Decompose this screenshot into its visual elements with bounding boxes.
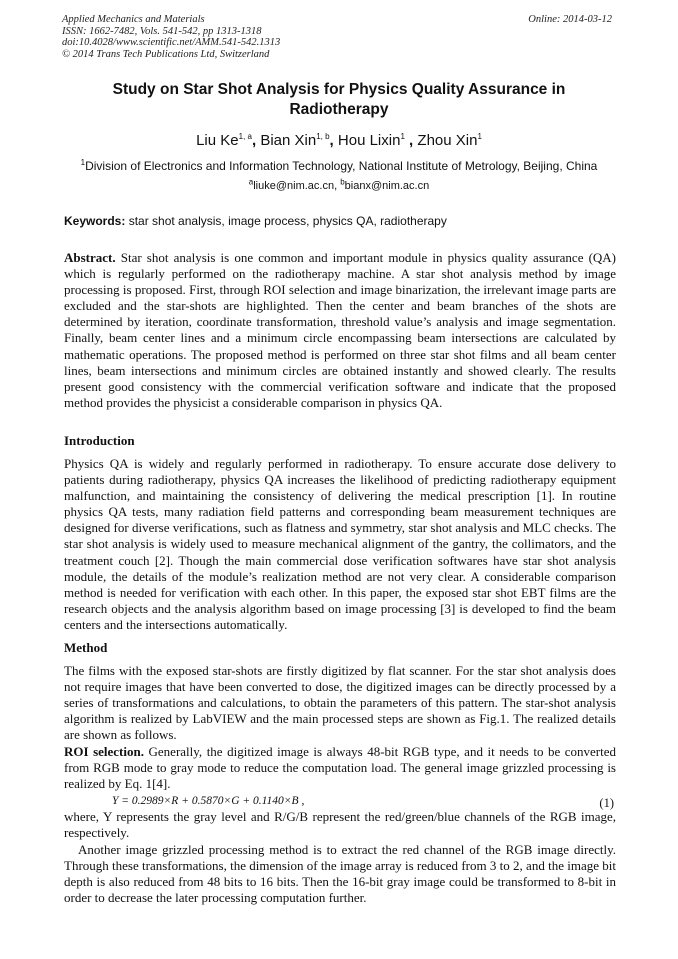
- author-sup: 1, b: [316, 132, 330, 141]
- journal-header: [62, 14, 280, 60]
- author-name: Bian Xin: [260, 132, 317, 149]
- keywords-label: Keywords:: [64, 214, 126, 228]
- abstract-label: Abstract.: [64, 250, 116, 265]
- journal-name: Applied Mechanics and Materials: [62, 14, 205, 25]
- roi-label: ROI selection.: [64, 744, 144, 759]
- method-heading: Method: [64, 640, 108, 655]
- affiliation-sup: 1: [80, 158, 86, 167]
- roi-text: Generally, the digitized image is always 48-bit RGB type, and it needs to be converted from RGB mode to gray mode to reduce the computation load. The general image grizzled processing is realized by Eq. 1[4].: [64, 744, 617, 792]
- keywords-text: star shot analysis, image process, physics QA, radiotherapy: [128, 214, 447, 228]
- online-date: Online: 2014-03-12: [528, 14, 612, 25]
- keywords: [64, 214, 616, 228]
- email-a-sup: a: [248, 177, 254, 187]
- emails: $^a$liuke@nim.ac.cn, $^b$bianx@nim.ac.cn: [248, 177, 430, 192]
- introduction-text: Physics QA is widely and regularly performed in radiotherapy. To ensure accurate dose delivery to patients during radiotherapy, physics QA increases the likelihood of predicting radiotherapy equipment malfunction, and maintaining the consistency of delivering the medical prescription [1]. In routine physics QA tests, many radiation field patterns and corresponding beam measurement techniques are designed for diverse verifications, such as flatness and symmetry, star shot analysis and MLC checks. The star shot analysis is widely used to measure mechanical alignment of the gantry, the collimators, and the treatment couch [2]. Though the main commercial dose verification softwares have star shot analysis module, the details of the module’s realization method are not very clear. A considerable comparison method is needed for verification with each other. In this paper, the exposed star shot EBT films are the research objects and the analysis algorithm based on image processing [3] is developed to find the beam centers and the intersections automatically.: [64, 456, 616, 632]
- abstract: [64, 250, 616, 411]
- author-name: Zhou Xin: [417, 132, 478, 149]
- abstract-text: Star shot analysis is one common and important module in physics quality assurance (QA) which is regularly performed on the radiotherapy machine. A star shot analysis method by image processing is proposed. First, through ROI selection and image binarization, the irrelevant image parts are excluded and the star-shots are highlighted. Then the center and beam branches of the shots are determined by iteration, coordinate transformation, threshold value’s analysis and image segmentation. Finally, beam center lines and a minimum circle encompassing beam intersections are calculated by mathematic operations. The proposed method is performed on three star shot films and all beam center lines, beam intersections and minimum circles are obtained instantly and showed clearly. The results present good consistency with the commercial verification software and indicate that the proposed method provides the physicist a considerable comparison in physics QA.: [64, 250, 617, 410]
- author-sup: 1: [477, 132, 482, 141]
- introduction-heading: Introduction: [64, 433, 135, 448]
- author-name: Liu Ke: [196, 132, 239, 149]
- doi[interactable]: doi:10.4028/www.scientific.net/AMM.541-542.1313: [62, 37, 281, 48]
- method-paragraph-2: Another image grizzled processing method is to extract the red channel of the RGB image directly. Through these transformations, the dimension of the image array is reduced from 3 to 2, and the image bit depth is also reduced from 48 bits to 16 bits. Then the 16-bit gray image could be transformed to 8-bit in order to decrease the later processing computation further.: [64, 842, 616, 906]
- method-paragraph: The films with the exposed star-shots are firstly digitized by flat scanner. For the star shot analysis does not require images that have been converted to dose, the digitized images can be directly processed by a series of transformations and calculations, to obtain the parameters of this pattern. The star-shot analysis algorithm is realized by LabVIEW and the main processed steps are shown as Fig.1. The realized details are shown as follows.: [64, 663, 616, 743]
- author-sup: 1: [400, 132, 405, 141]
- email-b[interactable]: bianx@nim.ac.cn: [344, 180, 430, 192]
- copyright: © 2014 Trans Tech Publications Ltd, Switzerland: [62, 48, 270, 60]
- issn: ISSN: 1662-7482, Vols. 541-542, pp 1313-1318: [62, 25, 262, 37]
- affiliation-text: Division of Electronics and Information Technology, National Institute of Metrology, Beijing, China: [85, 159, 598, 173]
- affiliation: [62, 159, 616, 173]
- equation-explanation: where, Y represents the gray level and R/G/B represent the red/green/blue channels of the RGB image, respectively.: [64, 809, 616, 841]
- email-a[interactable]: liuke@nim.ac.cn: [253, 180, 335, 192]
- email-b-sup: b: [340, 177, 345, 187]
- author-sup: 1, a: [238, 132, 252, 141]
- author-name: Hou Lixin: [337, 132, 401, 149]
- equation: Y = 0.2989×R + 0.5870×G + 0.1140×B ,: [112, 795, 305, 807]
- paper-title: Study on Star Shot Analysis for Physics Quality Assurance in Radiotherapy: [112, 81, 566, 118]
- roi-paragraph: [64, 744, 616, 792]
- equation-number: (1): [599, 796, 614, 810]
- author-list: Liu Ke$^{1, a}$, Bian Xin$^{1, b}$, Hou Lixin$^1$ , Zhou Xin$^1$: [196, 132, 482, 149]
